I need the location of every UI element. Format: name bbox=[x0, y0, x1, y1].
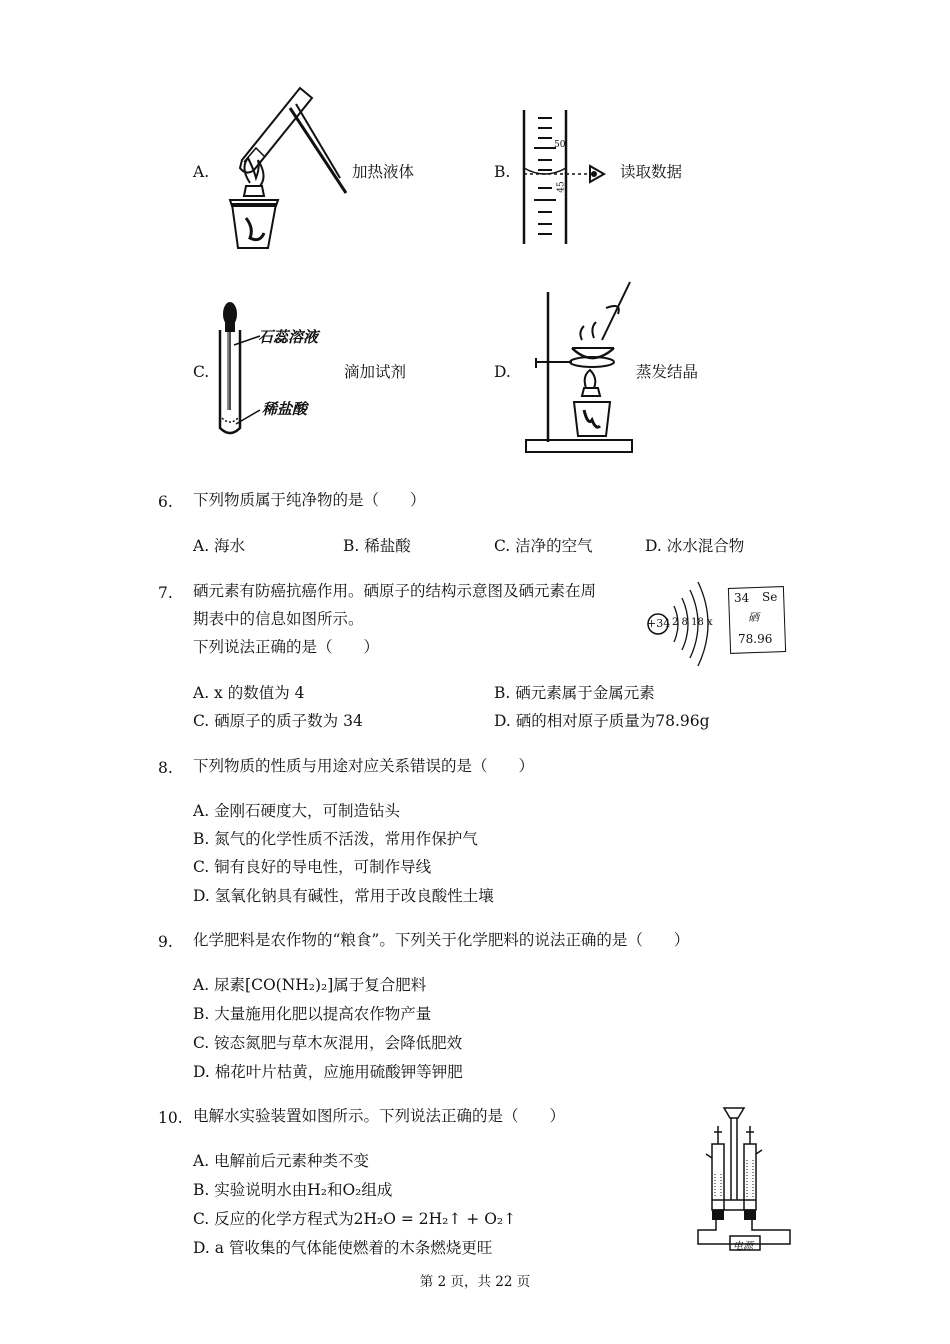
q6-number: 6. bbox=[158, 493, 173, 511]
atom-shells-label: 2 8 18 x bbox=[672, 617, 713, 628]
q9-option-b: B. 大量施用化肥以提高农作物产量 bbox=[193, 1005, 432, 1023]
q8-option-c: C. 铜有良好的导电性，可制作导线 bbox=[193, 858, 432, 876]
q7-option-b: B. 硒元素属于金属元素 bbox=[494, 684, 655, 702]
atom-nucleus-label: +34 bbox=[647, 617, 671, 630]
q8-option-a: A. 金刚石硬度大，可制造钻头 bbox=[193, 802, 401, 820]
q7-number: 7. bbox=[158, 584, 173, 602]
q6-option-b: B. 稀盐酸 bbox=[343, 537, 411, 555]
q9-number: 9. bbox=[158, 933, 173, 951]
q9-option-c: C. 铵态氮肥与草木灰混用，会降低肥效 bbox=[193, 1034, 463, 1052]
option-d-letter: D. bbox=[494, 363, 511, 381]
heating-liquid-figure bbox=[220, 78, 350, 258]
option-b-label: 读取数据 bbox=[620, 163, 683, 181]
option-c-label: 滴加试剂 bbox=[344, 363, 407, 381]
q6-option-a: A. 海水 bbox=[193, 537, 246, 555]
page-footer: 第 2 页，共 22 页 bbox=[419, 1274, 531, 1290]
element-number: 34 bbox=[734, 591, 750, 605]
q9-option-a: A. 尿素[CO(NH₂)₂]属于复合肥料 bbox=[193, 976, 427, 994]
q10-stem: 电解水实验装置如图所示。下列说法正确的是（ ） bbox=[193, 1107, 566, 1125]
option-d-label: 蒸发结晶 bbox=[636, 363, 699, 381]
cylinder-mark-45: 45 bbox=[556, 181, 567, 193]
q6-option-d: D. 冰水混合物 bbox=[645, 537, 745, 555]
q10-number: 10. bbox=[158, 1109, 183, 1127]
cylinder-mark-50: 50 bbox=[554, 140, 566, 150]
q8-number: 8. bbox=[158, 759, 173, 777]
power-supply-label: 电源 bbox=[733, 1241, 753, 1252]
dropper-test-tube-figure bbox=[210, 300, 270, 440]
q10-option-c: C. 反应的化学方程式为2H₂O = 2H₂↑ + O₂↑ bbox=[193, 1210, 517, 1228]
q8-option-b: B. 氮气的化学性质不活泼，常用作保护气 bbox=[193, 830, 478, 848]
option-b-letter: B. bbox=[494, 163, 511, 181]
q7-option-a: A. x 的数值为 4 bbox=[193, 684, 305, 702]
element-mass: 78.96 bbox=[738, 632, 773, 646]
q10-option-b: B. 实验说明水由H₂和O₂组成 bbox=[193, 1181, 393, 1199]
option-c-letter: C. bbox=[193, 363, 210, 381]
q7-stem-line3: 下列说法正确的是（ ） bbox=[193, 638, 380, 656]
q7-option-c: C. 硒原子的质子数为 34 bbox=[193, 712, 363, 730]
q7-option-d: D. 硒的相对原子质量为78.96g bbox=[494, 712, 710, 730]
graduated-cylinder-figure bbox=[520, 108, 610, 248]
hcl-label: 稀盐酸 bbox=[262, 400, 308, 418]
q10-option-d: D. a 管收集的气体能使燃着的木条燃烧更旺 bbox=[193, 1239, 493, 1257]
option-a-letter: A. bbox=[193, 163, 210, 181]
q10-option-a: A. 电解前后元素种类不变 bbox=[193, 1152, 370, 1170]
q8-stem: 下列物质的性质与用途对应关系错误的是（ ） bbox=[193, 757, 535, 775]
q6-option-c: C. 洁净的空气 bbox=[494, 537, 593, 555]
litmus-label: 石蕊溶液 bbox=[258, 328, 319, 346]
element-name: 硒 bbox=[748, 611, 759, 624]
q7-stem-line1: 硒元素有防癌抗癌作用。硒原子的结构示意图及硒元素在周 bbox=[193, 582, 597, 600]
element-symbol: Se bbox=[762, 590, 778, 604]
q8-option-d: D. 氢氧化钠具有碱性，常用于改良酸性土壤 bbox=[193, 887, 494, 905]
q7-stem-line2: 期表中的信息如图所示。 bbox=[193, 610, 364, 628]
q9-stem: 化学肥料是农作物的“粮食”。下列关于化学肥料的说法正确的是（ ） bbox=[193, 931, 690, 949]
evaporation-figure bbox=[522, 280, 642, 460]
q6-stem: 下列物质属于纯净物的是（ ） bbox=[193, 491, 426, 509]
q9-option-d: D. 棉花叶片枯黄，应施用硫酸钾等钾肥 bbox=[193, 1063, 463, 1081]
option-a-label: 加热液体 bbox=[352, 163, 415, 181]
electrolysis-apparatus-figure bbox=[694, 1104, 794, 1254]
